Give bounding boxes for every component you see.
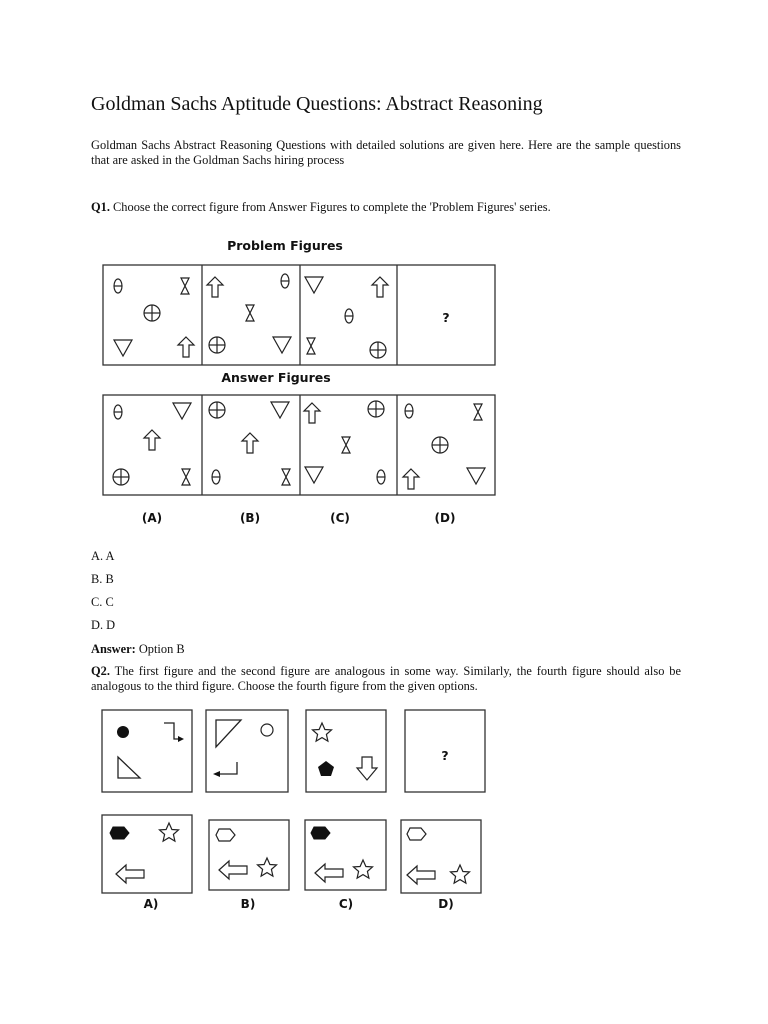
- triangle-down-icon: [173, 403, 191, 419]
- circle-plus-icon: [209, 337, 225, 353]
- hourglass-icon: [246, 305, 254, 321]
- left-arrow-icon: [407, 866, 435, 884]
- intro-paragraph: Goldman Sachs Abstract Reasoning Questions with detailed solutions are given here. Here are the sample questions that are asked in the Goldman Sachs hiring process: [91, 138, 681, 167]
- circle-plus-icon: [370, 342, 386, 358]
- hourglass-icon: [474, 404, 482, 420]
- star-icon: [354, 860, 373, 878]
- question-2: [91, 664, 681, 693]
- triangle-down-icon: [305, 467, 323, 483]
- pentagon-icon: [318, 761, 334, 776]
- q2-options-row: [102, 815, 481, 893]
- star-icon: [451, 865, 470, 883]
- triangle-down-icon: [305, 277, 323, 293]
- q2-label-d: D): [438, 897, 454, 911]
- answer-figures-header: Answer Figures: [221, 370, 331, 385]
- hourglass-icon: [181, 278, 189, 294]
- hexagon-icon: [216, 829, 235, 841]
- option-d: D. D: [91, 618, 116, 632]
- circle-plus-icon: [209, 402, 225, 418]
- q2-figure: [96, 705, 496, 920]
- theta-icon: [405, 404, 413, 418]
- triangle-icon: [216, 720, 241, 747]
- arrow-up-icon: [403, 469, 419, 489]
- theta-icon: [114, 279, 122, 293]
- theta-icon: [281, 274, 289, 288]
- arrow-up-icon: [207, 277, 223, 297]
- theta-icon: [345, 309, 353, 323]
- circle-plus-icon: [432, 437, 448, 453]
- circle-plus-icon: [113, 469, 129, 485]
- answer-label-b: (B): [239, 511, 261, 525]
- answer-label-c: (C): [330, 511, 350, 525]
- answer-value: Option B: [135, 642, 185, 656]
- answer-label-a: (A): [141, 511, 163, 525]
- arrow-up-icon: [178, 337, 194, 357]
- arrow-up-icon: [372, 277, 388, 297]
- unknown-figure: ?: [442, 310, 450, 325]
- triangle-down-icon: [114, 340, 132, 356]
- question-2-number: Q2.: [91, 664, 110, 678]
- bent-arrow-icon: [164, 723, 180, 739]
- problem-figures-header: Problem Figures: [227, 238, 343, 253]
- circle-icon: [261, 724, 273, 736]
- down-arrow-icon: [357, 757, 377, 780]
- question-1: [91, 200, 551, 215]
- q1-options-list: [91, 549, 115, 641]
- question-1-number: Q1.: [91, 200, 110, 214]
- q1-figure: [100, 232, 500, 532]
- theta-icon: [212, 470, 220, 484]
- triangle-down-icon: [271, 402, 289, 418]
- bent-arrow-icon: [218, 762, 237, 774]
- q2-label-b: B): [240, 897, 256, 911]
- filled-hexagon-icon: [110, 827, 129, 839]
- hourglass-icon: [282, 469, 290, 485]
- circle-plus-icon: [368, 401, 384, 417]
- hourglass-icon: [342, 437, 350, 453]
- triangle-down-icon: [467, 468, 485, 484]
- star-icon: [313, 723, 332, 741]
- filled-circle-icon: [117, 726, 129, 738]
- answer-label: Answer:: [91, 642, 136, 656]
- problem-figures-row: [103, 265, 495, 365]
- hexagon-icon: [407, 828, 426, 840]
- page-title: Goldman Sachs Aptitude Questions: Abstract Reasoning: [91, 93, 543, 115]
- filled-hexagon-icon: [311, 827, 330, 839]
- q2-label-c: C): [338, 897, 354, 911]
- left-arrow-icon: [116, 865, 144, 883]
- option-a: A. A: [91, 549, 115, 563]
- q2-problem-row: [102, 710, 485, 792]
- question-2-text: The first figure and the second figure are analogous in some way. Similarly, the fourth figure should also be analogous to the third figure. Choose the fourth figure from the given options.: [91, 664, 681, 693]
- theta-icon: [377, 470, 385, 484]
- theta-icon: [114, 405, 122, 419]
- arrow-up-icon: [242, 433, 258, 453]
- star-icon: [258, 858, 277, 876]
- circle-plus-icon: [144, 305, 160, 321]
- q2-unknown-figure: ?: [441, 748, 449, 763]
- triangle-icon: [118, 757, 140, 778]
- hourglass-icon: [307, 338, 315, 354]
- option-c: C. C: [91, 595, 114, 609]
- question-1-text: Choose the correct figure from Answer Figures to complete the 'Problem Figures' series.: [109, 200, 551, 214]
- arrow-up-icon: [304, 403, 320, 423]
- left-arrow-icon: [219, 861, 247, 879]
- q2-label-a: A): [143, 897, 159, 911]
- answer-figures-row: [103, 395, 495, 495]
- left-arrow-icon: [315, 864, 343, 882]
- answer-label-d: (D): [434, 511, 456, 525]
- hourglass-icon: [182, 469, 190, 485]
- triangle-down-icon: [273, 337, 291, 353]
- star-icon: [160, 823, 179, 841]
- arrow-up-icon: [144, 430, 160, 450]
- option-b: B. B: [91, 572, 114, 586]
- q1-answer: [91, 642, 185, 657]
